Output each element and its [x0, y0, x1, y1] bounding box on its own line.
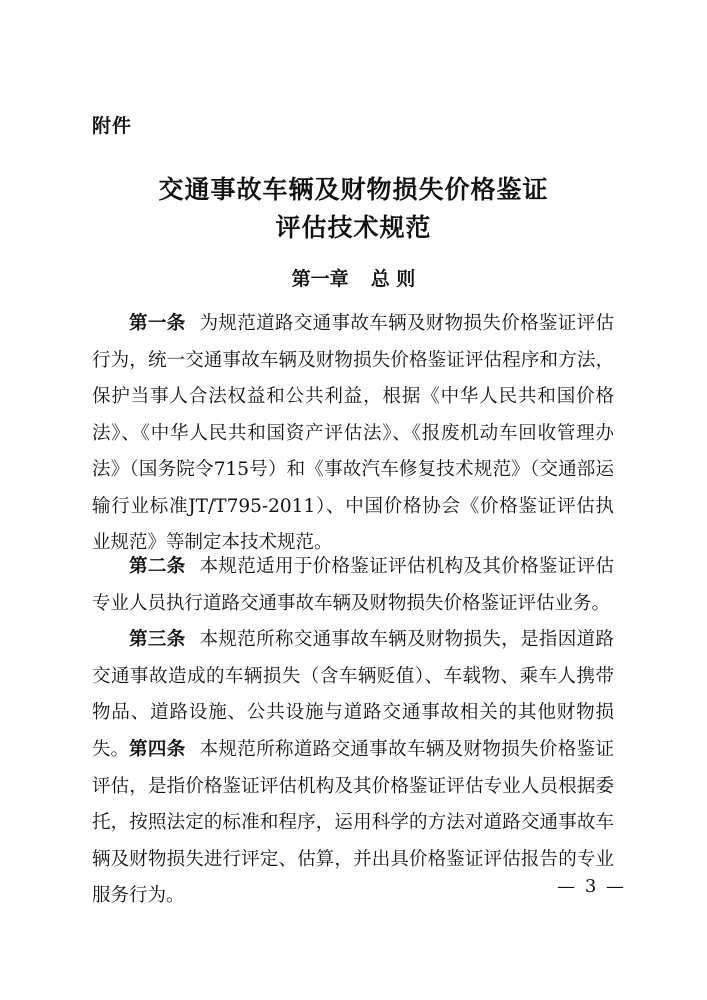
article-4-text: 本规范所称道路交通事故车辆及财物损失价格鉴证评估，是指价格鉴证评估机构及其价格鉴证评估专业人员根据委托，按照法定的标准和程序，运用科学的方法对道路交通事故车辆及财物损失进行评定、估算，并出具价格鉴证评估报告的专业服务行为。 [92, 739, 614, 906]
article-4-heading: 第四条 [129, 739, 186, 760]
article-1 [92, 306, 614, 562]
document-title-line-2: 评估技术规范 [275, 213, 432, 242]
page-number: — 3 — [557, 876, 626, 897]
chapter-name: 总 则 [370, 268, 416, 290]
chapter-number: 第一章 [291, 268, 349, 290]
article-1-heading: 第一条 [129, 313, 186, 334]
chapter-heading [0, 264, 707, 291]
article-2-heading: 第二条 [129, 556, 186, 577]
attachment-label: 附件 [92, 115, 133, 137]
document-title-line-1: 交通事故车辆及财物损失价格鉴证 [158, 175, 549, 204]
article-3-text: 本规范所称交通事故车辆及财物损失，是指因道路交通事故造成的车辆损失（含车辆贬值）、车载物、乘车人携带物品、道路设施、公共设施与道路交通事故相关的其他财物损失。 [92, 629, 614, 760]
article-2 [92, 549, 614, 622]
article-3-heading: 第三条 [129, 629, 186, 650]
article-2-text: 本规范适用于价格鉴证评估机构及其价格鉴证评估专业人员执行道路交通事故车辆及财物损失价格鉴证评估业务。 [92, 556, 614, 614]
article-1-text: 为规范道路交通事故车辆及财物损失价格鉴证评估行为，统一交通事故车辆及财物损失价格鉴证评估程序和方法，保护当事人合法权益和公共利益，根据《中华人民共和国价格法》、《中华人民共和国资产评估法》、《报废机动车回收管理办法》（国务院令715号）和《事故汽车修复技术规范》（交通部运输行业标准JT/T795-2011）、中国价格协会《价格鉴证评估执业规范》等制定本技术规范。 [92, 313, 614, 553]
